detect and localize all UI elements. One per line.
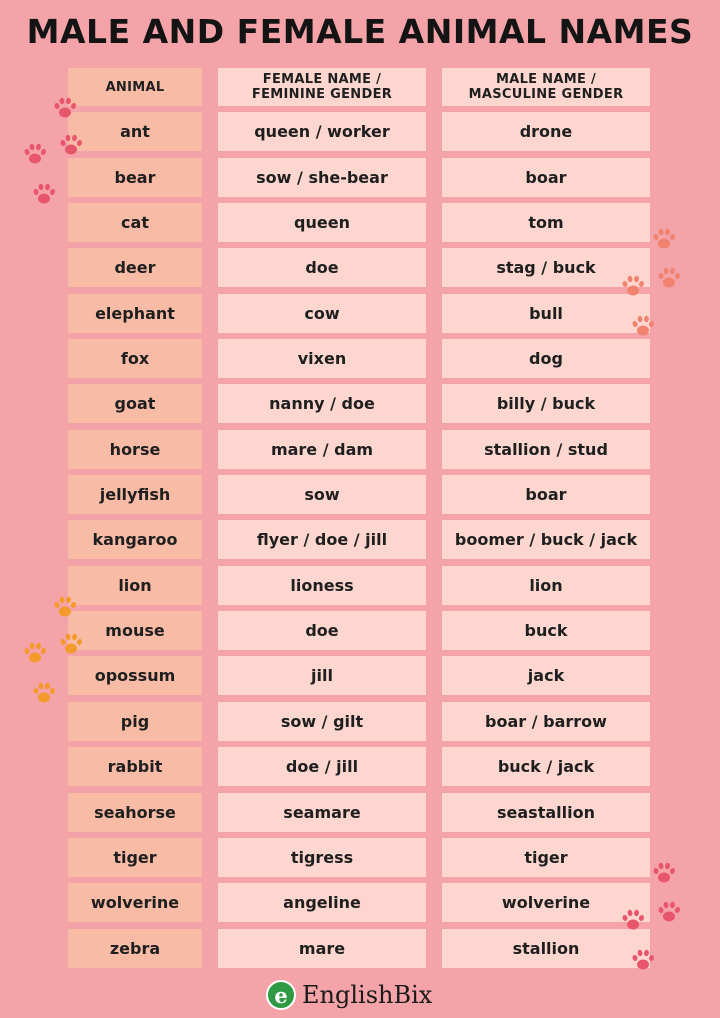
female-name-cell: angeline [218,883,426,922]
male-name-cell: boar [442,158,650,197]
animal-cell: mouse [68,611,202,650]
paw-print-icon [31,181,57,207]
male-name-cell: dog [442,339,650,378]
female-name-cell: tigress [218,838,426,877]
paw-print-icon [620,907,646,933]
male-name-cell: drone [442,112,650,151]
paw-print-icon [656,265,682,291]
male-name-cell: billy / buck [442,384,650,423]
female-name-cell: jill [218,656,426,695]
page-title: MALE AND FEMALE ANIMAL NAMES [26,12,694,51]
paw-print-icon [620,273,646,299]
animal-cell: fox [68,339,202,378]
animal-cell: tiger [68,838,202,877]
female-name-cell: doe [218,248,426,287]
animal-cell: elephant [68,294,202,333]
female-name-cell: sow [218,475,426,514]
animal-cell: rabbit [68,747,202,786]
male-name-cell: stag / buck [442,248,650,287]
animal-cell: jellyfish [68,475,202,514]
male-name-cell: buck [442,611,650,650]
male-name-cell: tiger [442,838,650,877]
animal-cell: opossum [68,656,202,695]
male-name-cell: buck / jack [442,747,650,786]
animal-cell: seahorse [68,793,202,832]
animal-cell: pig [68,702,202,741]
female-name-cell: cow [218,294,426,333]
animal-cell: deer [68,248,202,287]
animal-cell: kangaroo [68,520,202,559]
female-name-cell: vixen [218,339,426,378]
paw-print-icon [630,313,656,339]
animal-names-table [68,68,650,974]
female-name-cell: mare [218,929,426,968]
paw-print-icon [52,95,78,121]
male-name-cell: wolverine [442,883,650,922]
header-male [442,68,650,106]
header-male-line2: MASCULINE GENDER [468,87,624,102]
paw-print-icon [58,132,84,158]
animal-cell: horse [68,430,202,469]
male-name-cell: jack [442,656,650,695]
header-female-line1: FEMALE NAME / [262,72,382,87]
female-name-cell: lioness [218,566,426,605]
male-name-cell: boar / barrow [442,702,650,741]
female-name-cell: mare / dam [218,430,426,469]
female-name-cell: doe / jill [218,747,426,786]
header-male-line1: MALE NAME / [495,72,597,87]
male-name-cell: seastallion [442,793,650,832]
animal-cell: bear [68,158,202,197]
female-name-cell: seamare [218,793,426,832]
logo-text: EnglishBix [302,981,433,1009]
male-name-cell: stallion / stud [442,430,650,469]
paw-print-icon [656,899,682,925]
female-name-cell: queen [218,203,426,242]
header-female [218,68,426,106]
male-name-cell: bull [442,294,650,333]
animal-cell: lion [68,566,202,605]
paw-print-icon [22,640,48,666]
male-name-cell: boomer / buck / jack [442,520,650,559]
animal-cell: cat [68,203,202,242]
paw-print-icon [630,947,656,973]
female-name-cell: flyer / doe / jill [218,520,426,559]
paw-print-icon [52,594,78,620]
male-name-cell: stallion [442,929,650,968]
paw-print-icon [58,631,84,657]
female-name-cell: nanny / doe [218,384,426,423]
paw-print-icon [22,141,48,167]
header-female-line2: FEMININE GENDER [251,87,393,102]
male-name-cell: lion [442,566,650,605]
animal-cell: wolverine [68,883,202,922]
male-name-cell: tom [442,203,650,242]
female-name-cell: sow / she-bear [218,158,426,197]
animal-cell: zebra [68,929,202,968]
paw-print-icon [651,226,677,252]
female-name-cell: queen / worker [218,112,426,151]
paw-print-icon [31,680,57,706]
animal-cell: ant [68,112,202,151]
male-name-cell: boar [442,475,650,514]
animal-cell: goat [68,384,202,423]
female-name-cell: doe [218,611,426,650]
brand-logo [266,980,432,1010]
header-animal: ANIMAL [68,68,202,106]
logo-badge-icon: e [266,980,296,1010]
paw-print-icon [651,860,677,886]
female-name-cell: sow / gilt [218,702,426,741]
